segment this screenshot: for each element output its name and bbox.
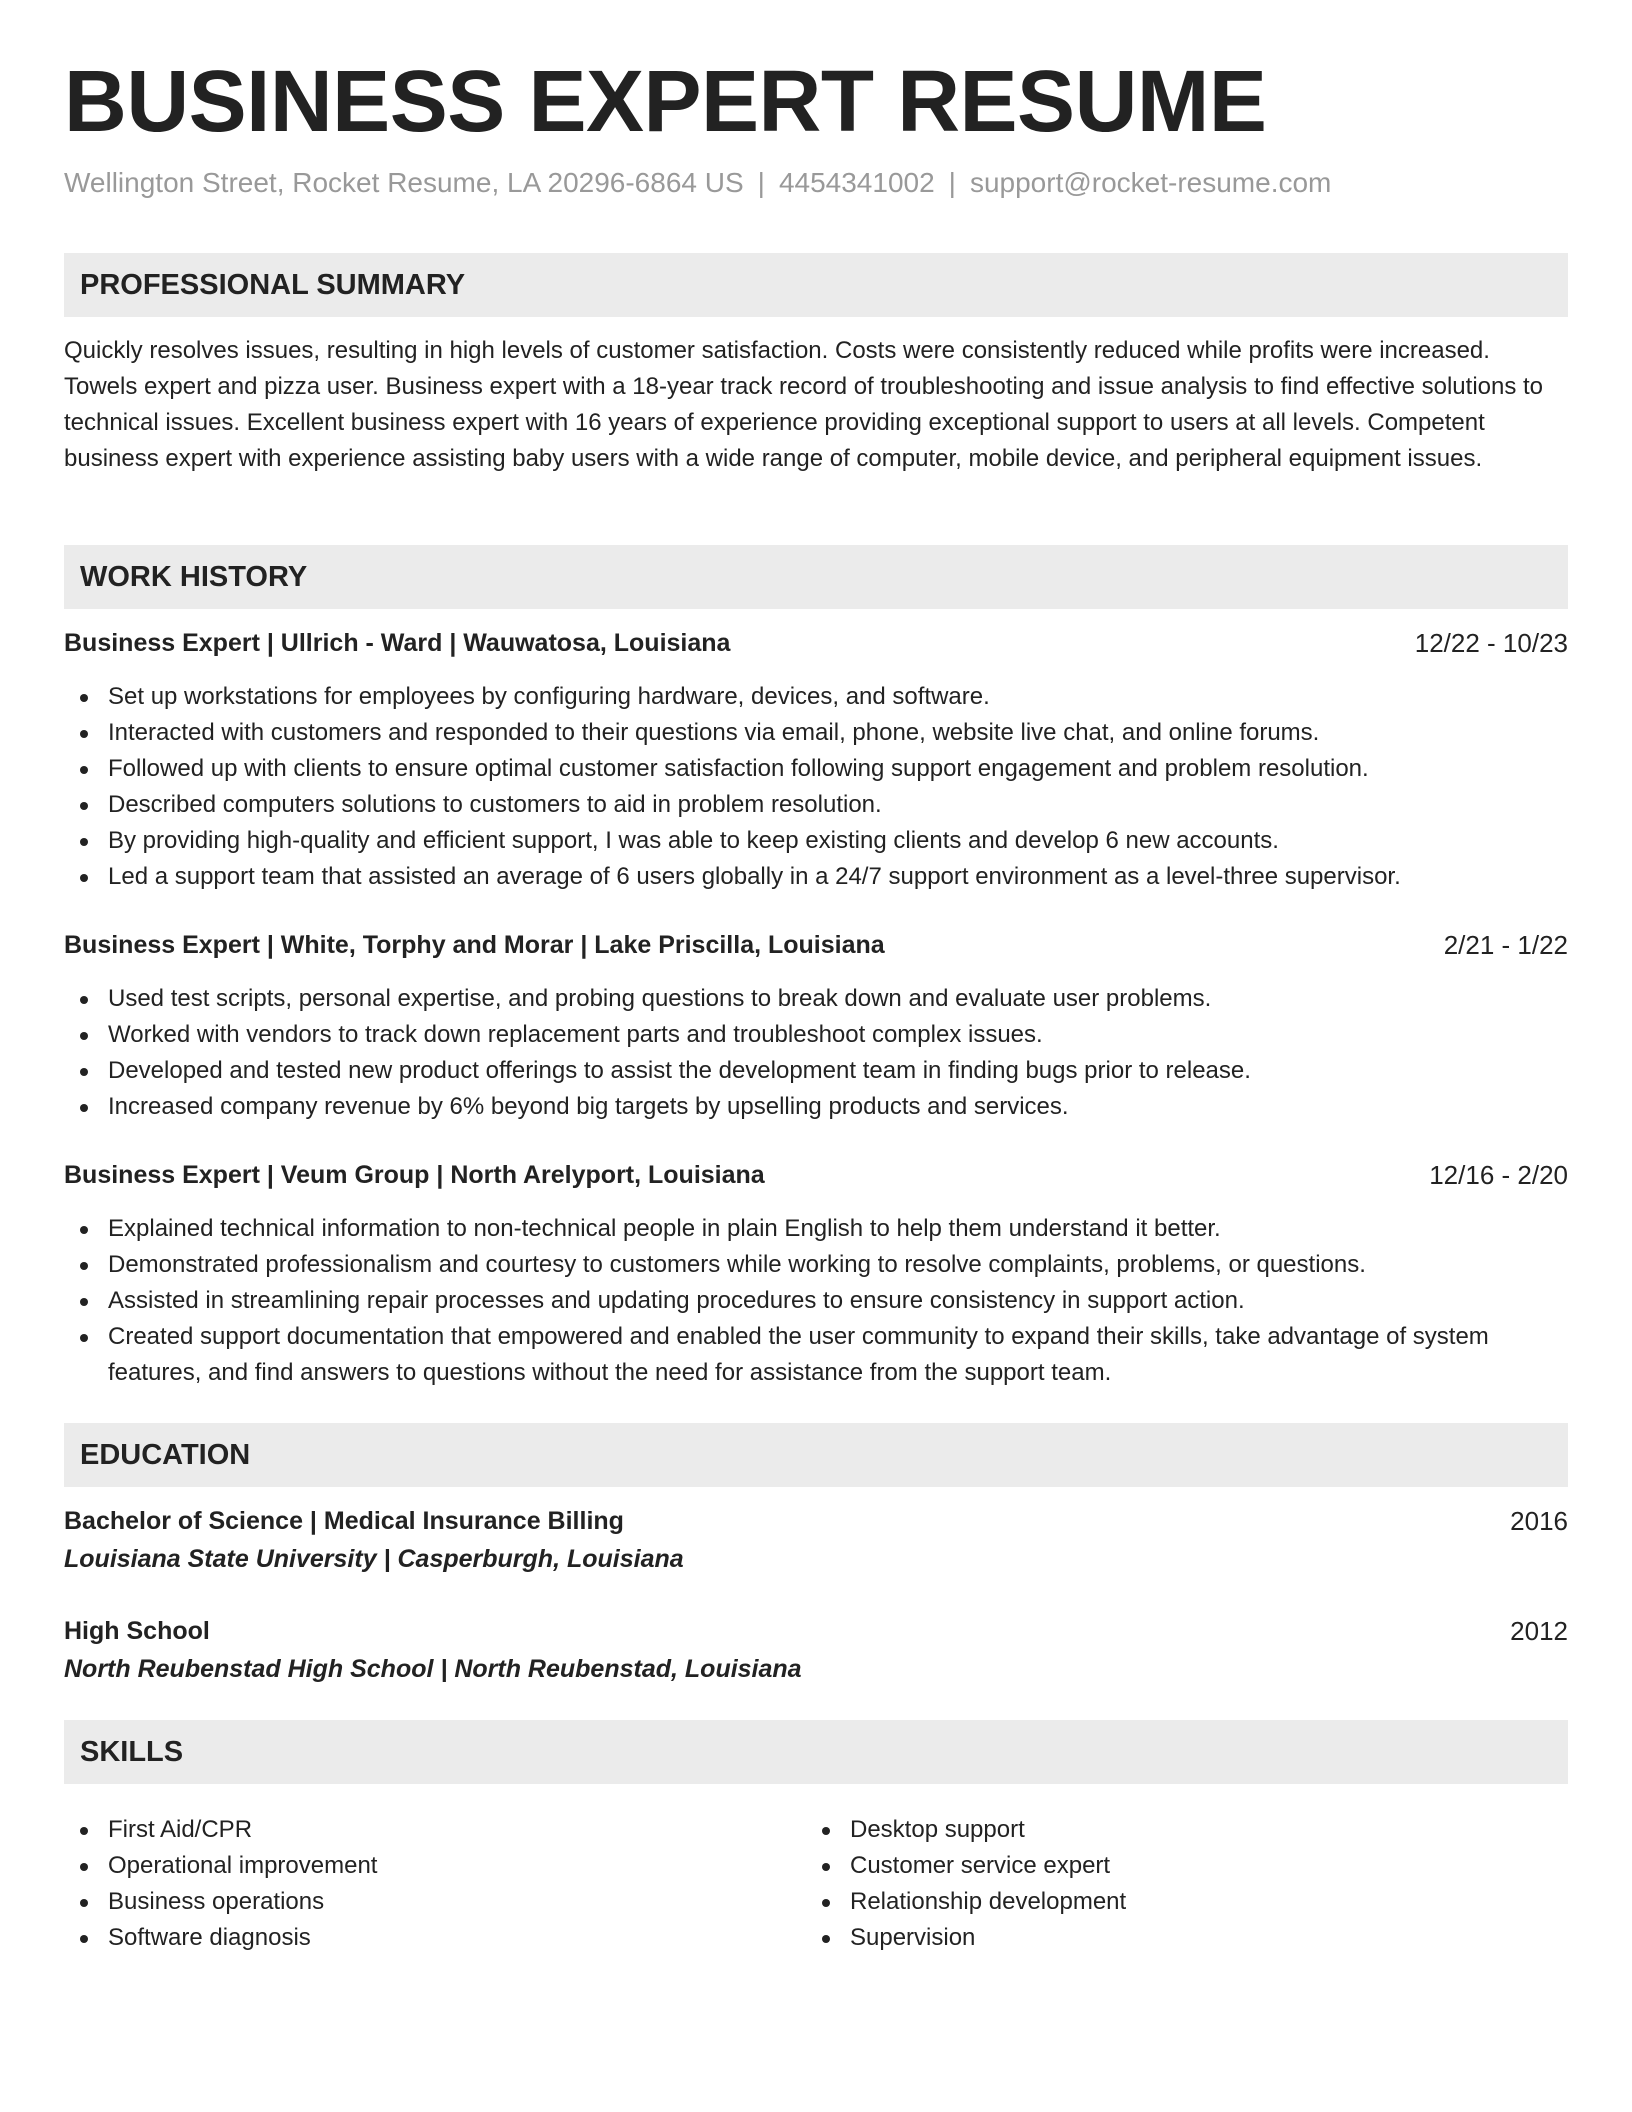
contact-address: Wellington Street, Rocket Resume, LA 20296-6864 US bbox=[64, 167, 744, 198]
job-title: Business Expert | Veum Group | North Arelyport, Louisiana bbox=[64, 1161, 765, 1189]
education-heading bbox=[64, 1613, 1568, 1649]
education-degree: Bachelor of Science | Medical Insurance Billing bbox=[64, 1507, 624, 1535]
skill-item: Desktop support bbox=[806, 1812, 1506, 1848]
skills-list-right bbox=[806, 1812, 1506, 1956]
skill-item: Customer service expert bbox=[806, 1848, 1506, 1884]
skills-list-left bbox=[64, 1812, 764, 1956]
resume-title: BUSINESS EXPERT RESUME bbox=[64, 53, 1267, 150]
list-item: Described computers solutions to customers to aid in problem resolution. bbox=[64, 787, 1568, 823]
section-title: SKILLS bbox=[80, 1736, 184, 1768]
list-item: Set up workstations for employees by configuring hardware, devices, and software. bbox=[64, 679, 1568, 715]
skill-item: Software diagnosis bbox=[64, 1920, 764, 1956]
job-title: Business Expert | White, Torphy and Morar | Lake Priscilla, Louisiana bbox=[64, 931, 885, 959]
skill-item: Operational improvement bbox=[64, 1848, 764, 1884]
skill-item: First Aid/CPR bbox=[64, 1812, 764, 1848]
job-dates: 12/16 - 2/20 bbox=[1429, 1160, 1568, 1190]
education-year: 2012 bbox=[1510, 1616, 1568, 1646]
job-heading bbox=[64, 625, 1568, 661]
job-heading bbox=[64, 927, 1568, 963]
section-header-education bbox=[64, 1423, 1568, 1487]
list-item: Demonstrated professionalism and courtesy to customers while working to resolve complaints, problems, or questions. bbox=[64, 1247, 1568, 1283]
section-header-skills bbox=[64, 1720, 1568, 1784]
contact-line bbox=[64, 165, 1331, 201]
list-item: Developed and tested new product offerings to assist the development team in finding bugs prior to release. bbox=[64, 1053, 1568, 1089]
education-degree: High School bbox=[64, 1617, 210, 1645]
list-item: Created support documentation that empowered and enabled the user community to expand their skills, take advantage of system features, and find answers to questions without the need for assistance from the support team. bbox=[64, 1319, 1568, 1391]
skill-item: Supervision bbox=[806, 1920, 1506, 1956]
contact-phone: 4454341002 bbox=[778, 167, 935, 198]
list-item: Followed up with clients to ensure optimal customer satisfaction following support engagement and problem resolution. bbox=[64, 751, 1568, 787]
list-item: Explained technical information to non-technical people in plain English to help them understand it better. bbox=[64, 1211, 1568, 1247]
section-title: EDUCATION bbox=[80, 1439, 251, 1471]
section-header-work-history bbox=[64, 545, 1568, 609]
list-item: Assisted in streamlining repair processes and updating procedures to ensure consistency in support action. bbox=[64, 1283, 1568, 1319]
list-item: By providing high-quality and efficient support, I was able to keep existing clients and develop 6 new accounts. bbox=[64, 823, 1568, 859]
skill-item: Relationship development bbox=[806, 1884, 1506, 1920]
job-heading bbox=[64, 1157, 1568, 1193]
job-bullets bbox=[64, 981, 1568, 1125]
list-item: Used test scripts, personal expertise, and probing questions to break down and evaluate user problems. bbox=[64, 981, 1568, 1017]
contact-email: support@rocket-resume.com bbox=[969, 167, 1332, 198]
job-title: Business Expert | Ullrich - Ward | Wauwatosa, Louisiana bbox=[64, 629, 731, 657]
job-bullets bbox=[64, 679, 1568, 895]
contact-separator: | bbox=[948, 167, 956, 198]
list-item: Interacted with customers and responded to their questions via email, phone, website live chat, and online forums. bbox=[64, 715, 1568, 751]
list-item: Led a support team that assisted an average of 6 users globally in a 24/7 support environment as a level-three supervisor. bbox=[64, 859, 1568, 895]
education-heading bbox=[64, 1503, 1568, 1539]
job-dates: 2/21 - 1/22 bbox=[1443, 930, 1568, 960]
section-title: PROFESSIONAL SUMMARY bbox=[80, 269, 466, 301]
section-title: WORK HISTORY bbox=[80, 561, 308, 593]
skill-item: Business operations bbox=[64, 1884, 764, 1920]
summary-text: Quickly resolves issues, resulting in high levels of customer satisfaction. Costs were consistently reduced while profits were increased. Towels expert and pizza user. Business expert with a 18-year track record of troubleshooting and issue analysis to find effective solutions to technical issues. Excellent business expert with 16 years of experience providing exceptional support to users at all levels. Competent business expert with experience assisting baby users with a wide range of computer, mobile device, and peripheral equipment issues. bbox=[64, 337, 1544, 472]
education-school: North Reubenstad High School | North Reubenstad, Louisiana bbox=[64, 1655, 802, 1683]
section-header-summary bbox=[64, 253, 1568, 317]
education-school: Louisiana State University | Casperburgh, Louisiana bbox=[64, 1545, 684, 1573]
education-year: 2016 bbox=[1510, 1506, 1568, 1536]
contact-separator: | bbox=[757, 167, 765, 198]
list-item: Worked with vendors to track down replacement parts and troubleshoot complex issues. bbox=[64, 1017, 1568, 1053]
list-item: Increased company revenue by 6% beyond big targets by upselling products and services. bbox=[64, 1089, 1568, 1125]
job-bullets bbox=[64, 1211, 1568, 1391]
job-dates: 12/22 - 10/23 bbox=[1414, 628, 1568, 658]
